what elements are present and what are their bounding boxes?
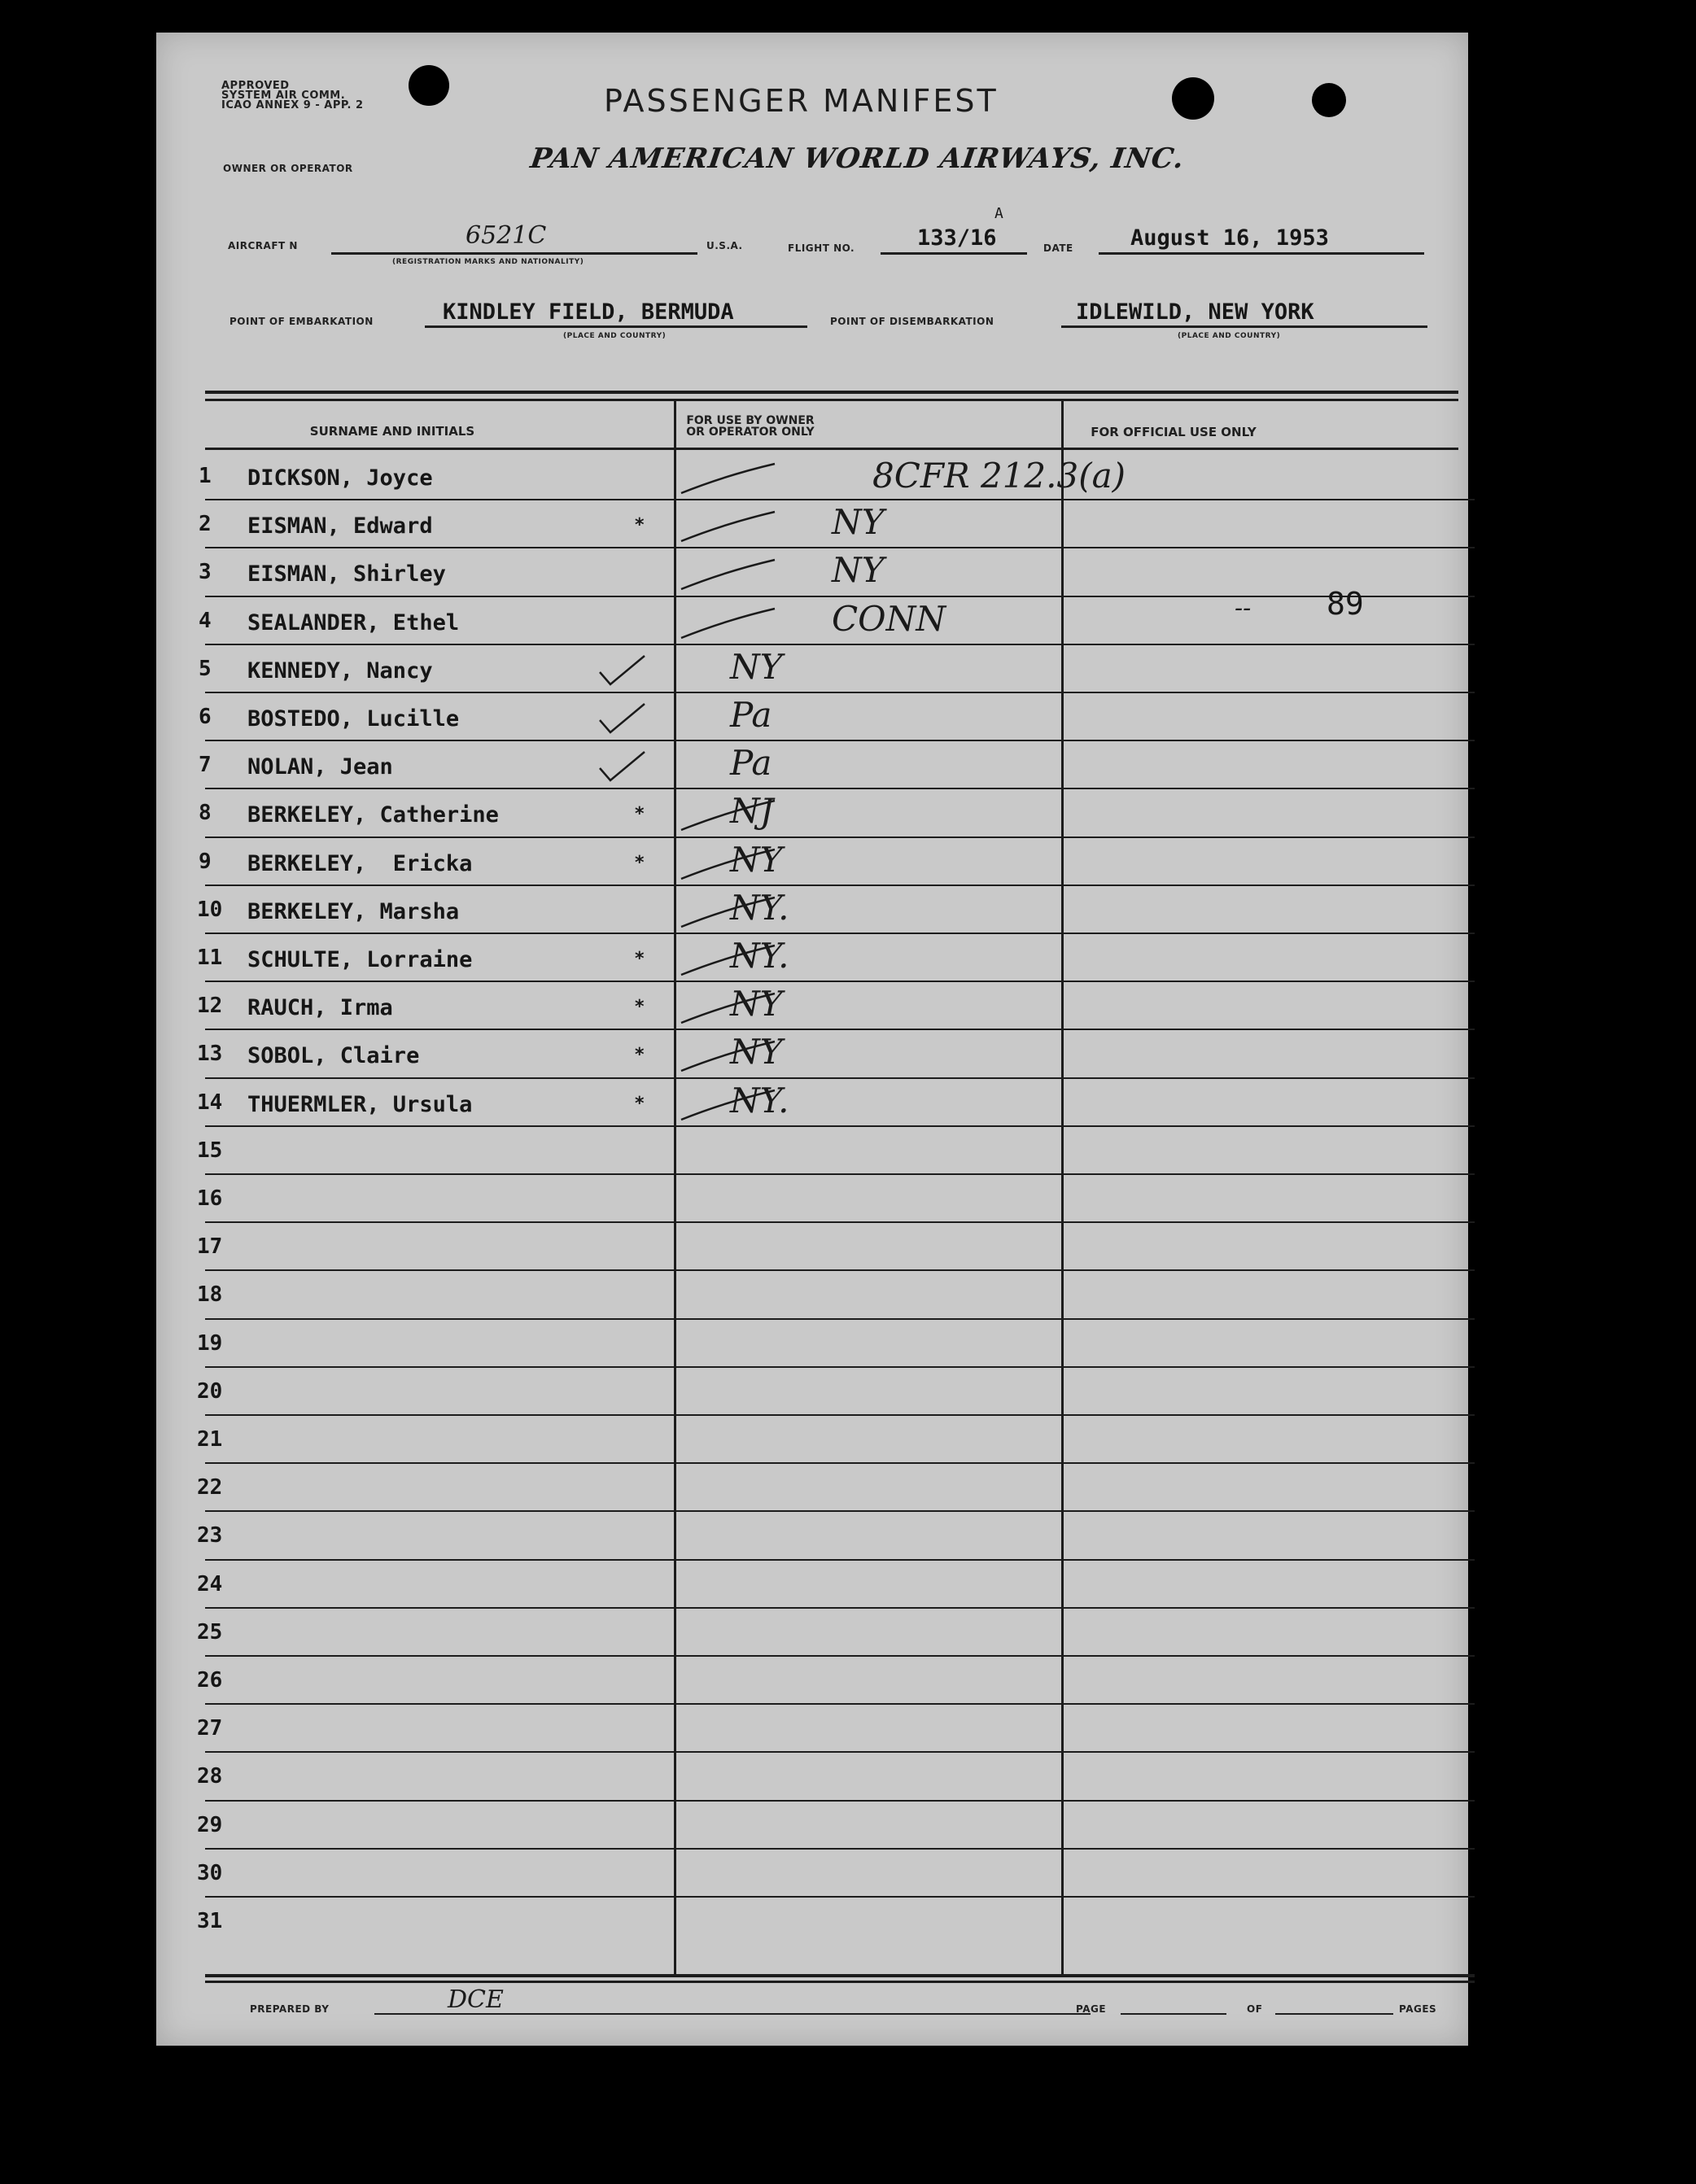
row-rule <box>205 1800 1475 1802</box>
column-header-owner <box>677 415 824 438</box>
row-number: 17 <box>197 1234 223 1260</box>
row-asterisk-mark: * <box>635 515 645 536</box>
punch-hole-right <box>1172 77 1214 120</box>
checkmark-icon <box>677 893 783 933</box>
row-rule <box>205 1703 1475 1705</box>
pages-label: PAGES <box>1399 2003 1437 2015</box>
header-rule-bottom <box>205 448 1458 450</box>
row-number: 30 <box>197 1860 223 1885</box>
flight-superscript: A <box>994 205 1003 222</box>
of-underline <box>1275 2013 1393 2015</box>
row-rule <box>205 740 1475 741</box>
row-asterisk-mark: * <box>635 949 645 969</box>
column-header-names: SURNAME AND INITIALS <box>309 424 475 439</box>
row-number: 5 <box>199 656 212 681</box>
owner-use-state: NY <box>832 502 885 543</box>
disembarkation-label: POINT OF DISEMBARKATION <box>830 316 994 327</box>
row-number: 21 <box>197 1427 223 1452</box>
column-divider-2 <box>1061 400 1064 1975</box>
aircraft-label: AIRCRAFT N <box>228 240 298 251</box>
row-asterisk-mark: * <box>635 1093 645 1114</box>
date-underline <box>1099 252 1424 255</box>
embarkation-label: POINT OF EMBARKATION <box>229 316 374 327</box>
passenger-name: DICKSON, Joyce <box>247 465 433 491</box>
disembarkation-underline <box>1061 325 1427 328</box>
row-number: 29 <box>197 1812 223 1837</box>
row-number: 22 <box>197 1475 223 1500</box>
row-rule <box>205 1269 1475 1271</box>
passenger-name: BERKELEY, Marsha <box>247 898 460 924</box>
checkmark-icon <box>677 989 783 1029</box>
disembarkation-sublabel: (PLACE AND COUNTRY) <box>1178 332 1281 340</box>
checkmark-icon <box>677 796 783 836</box>
row-number: 13 <box>197 1042 223 1067</box>
header-rule-top-2 <box>205 399 1458 401</box>
row-number: 25 <box>197 1619 223 1645</box>
row-number: 28 <box>197 1764 223 1789</box>
checkmark-icon <box>596 700 702 740</box>
row-rule <box>205 1414 1475 1416</box>
form-approval-line: ICAO ANNEX 9 - APP. 2 <box>221 99 364 111</box>
official-dash: -- <box>1235 594 1252 622</box>
official-count: 89 <box>1327 586 1364 622</box>
row-rule <box>205 1318 1475 1320</box>
owner-use-state: NY <box>730 646 783 687</box>
prepared-by-label: PREPARED BY <box>250 2003 330 2015</box>
owner-use-state: NY. <box>730 1080 789 1120</box>
owner-use-state: Pa <box>730 695 772 735</box>
row-number: 9 <box>199 849 212 874</box>
checkmark-icon <box>677 941 783 981</box>
passenger-name: THUERMLER, Ursula <box>247 1091 473 1117</box>
row-rule <box>205 1751 1475 1753</box>
row-number: 19 <box>197 1330 223 1356</box>
row-rule <box>205 836 1475 838</box>
row-number: 20 <box>197 1378 223 1404</box>
embarkation-sublabel: (PLACE AND COUNTRY) <box>563 332 667 340</box>
owner-use-state: NY <box>730 1032 783 1072</box>
checkmark-icon <box>677 604 783 644</box>
passenger-name: BOSTEDO, Lucille <box>247 706 460 732</box>
row-rule <box>205 1655 1475 1657</box>
row-number: 8 <box>199 801 212 826</box>
operator-name: PAN AMERICAN WORLD AIRWAYS, INC. <box>528 142 1187 175</box>
row-number: 27 <box>197 1716 223 1741</box>
passenger-name: SOBOL, Claire <box>247 1043 420 1069</box>
column-divider-1 <box>674 400 676 1975</box>
row-number: 6 <box>199 705 212 729</box>
form-approval-line: SYSTEM AIR COMM. <box>221 90 346 102</box>
row-rule <box>205 644 1475 645</box>
column-header-owner-line: OR OPERATOR ONLY <box>686 426 815 439</box>
row-rule <box>205 1173 1475 1175</box>
form-approval-text <box>221 81 364 111</box>
row-number: 10 <box>197 897 223 922</box>
row-rule <box>205 1029 1475 1030</box>
row-rule <box>205 596 1475 597</box>
row-rule <box>205 1848 1475 1850</box>
row-number: 14 <box>197 1090 223 1115</box>
row-number: 15 <box>197 1138 223 1163</box>
row-rule <box>205 1559 1475 1561</box>
row-number: 12 <box>197 994 223 1019</box>
passenger-name: EISMAN, Shirley <box>247 561 446 587</box>
checkmark-icon <box>596 652 702 692</box>
column-header-owner-line: FOR USE BY OWNER <box>686 414 815 427</box>
row-number: 4 <box>199 608 212 633</box>
row-number: 7 <box>199 753 212 778</box>
aircraft-underline <box>331 252 697 255</box>
disembarkation-value: IDLEWILD, NEW YORK <box>1076 299 1314 325</box>
row-rule <box>205 981 1475 982</box>
row-rule <box>205 1125 1475 1127</box>
flight-underline <box>881 252 1027 255</box>
passenger-name: BERKELEY, Ericka <box>247 850 473 876</box>
column-header-official: FOR OFFICIAL USE ONLY <box>1091 425 1257 439</box>
owner-use-state: CONN <box>832 598 946 639</box>
embarkation-value: KINDLEY FIELD, BERMUDA <box>443 299 734 325</box>
flight-number: 133/16 <box>917 225 997 251</box>
checkmark-icon <box>677 507 783 548</box>
row-rule <box>205 1607 1475 1609</box>
checkmark-icon <box>596 748 702 788</box>
row-rule <box>205 1462 1475 1464</box>
passenger-name: SCHULTE, Lorraine <box>247 947 473 972</box>
row-rule <box>205 1896 1475 1898</box>
official-note: 8CFR 212.3(a) <box>872 456 1126 496</box>
row-number: 1 <box>199 464 212 488</box>
date-label: DATE <box>1043 242 1073 254</box>
flight-label: FLIGHT NO. <box>788 242 855 254</box>
page-label: PAGE <box>1076 2003 1107 2015</box>
owner-use-state: NY <box>730 984 783 1024</box>
aircraft-sublabel: (REGISTRATION MARKS AND NATIONALITY) <box>392 258 584 266</box>
row-number: 24 <box>197 1571 223 1597</box>
form-approval-line: APPROVED <box>221 80 290 92</box>
passenger-name: NOLAN, Jean <box>247 754 393 780</box>
passenger-name: EISMAN, Edward <box>247 513 433 539</box>
owner-use-state: Pa <box>730 743 772 784</box>
row-rule <box>205 1366 1475 1368</box>
row-rule <box>205 885 1475 886</box>
row-asterisk-mark: * <box>635 1045 645 1066</box>
row-number: 2 <box>199 512 212 537</box>
punch-hole-far-right <box>1312 83 1346 117</box>
row-number: 31 <box>197 1909 223 1933</box>
prepared-by-value: DCE <box>448 1985 504 2014</box>
row-number: 26 <box>197 1668 223 1693</box>
form-title: PASSENGER MANIFEST <box>604 83 999 119</box>
passenger-name: RAUCH, Irma <box>247 995 393 1021</box>
passenger-name: BERKELEY, Catherine <box>247 802 499 828</box>
footer-rule-1 <box>205 1974 1475 1977</box>
row-asterisk-mark: * <box>635 804 645 825</box>
checkmark-icon <box>677 1085 783 1126</box>
row-number: 18 <box>197 1282 223 1308</box>
owner-use-state: NY <box>730 839 783 880</box>
header-rule-top <box>205 391 1458 394</box>
of-label: OF <box>1247 2003 1263 2015</box>
checkmark-icon <box>677 555 783 596</box>
aircraft-value: 6521C <box>466 221 547 250</box>
row-rule <box>205 788 1475 789</box>
row-rule <box>205 1077 1475 1079</box>
punch-hole-left <box>409 65 449 106</box>
page-underline <box>1121 2013 1226 2015</box>
row-asterisk-mark: * <box>635 852 645 873</box>
date-value: August 16, 1953 <box>1130 225 1329 251</box>
row-number: 23 <box>197 1523 223 1548</box>
checkmark-icon <box>677 1037 783 1077</box>
embarkation-underline <box>425 325 807 328</box>
row-rule <box>205 933 1475 934</box>
owner-use-state: NY <box>832 550 885 591</box>
owner-use-state: NY. <box>730 936 789 976</box>
owner-label: OWNER OR OPERATOR <box>223 163 353 174</box>
row-rule <box>205 1510 1475 1512</box>
checkmark-icon <box>677 459 783 500</box>
passenger-name: KENNEDY, Nancy <box>247 657 433 684</box>
row-rule <box>205 499 1475 500</box>
row-number: 16 <box>197 1186 223 1211</box>
manifest-page <box>156 33 1468 2046</box>
row-asterisk-mark: * <box>635 997 645 1018</box>
row-number: 11 <box>197 946 223 970</box>
usa-label: U.S.A. <box>706 240 743 251</box>
owner-use-state: NY. <box>730 887 789 928</box>
row-rule <box>205 1221 1475 1223</box>
row-number: 3 <box>199 560 212 585</box>
row-rule <box>205 547 1475 548</box>
checkmark-icon <box>677 845 783 885</box>
footer-rule-2 <box>205 1981 1475 1983</box>
passenger-name: SEALANDER, Ethel <box>247 609 460 636</box>
row-rule <box>205 692 1475 693</box>
owner-use-state: NJ <box>730 791 774 832</box>
